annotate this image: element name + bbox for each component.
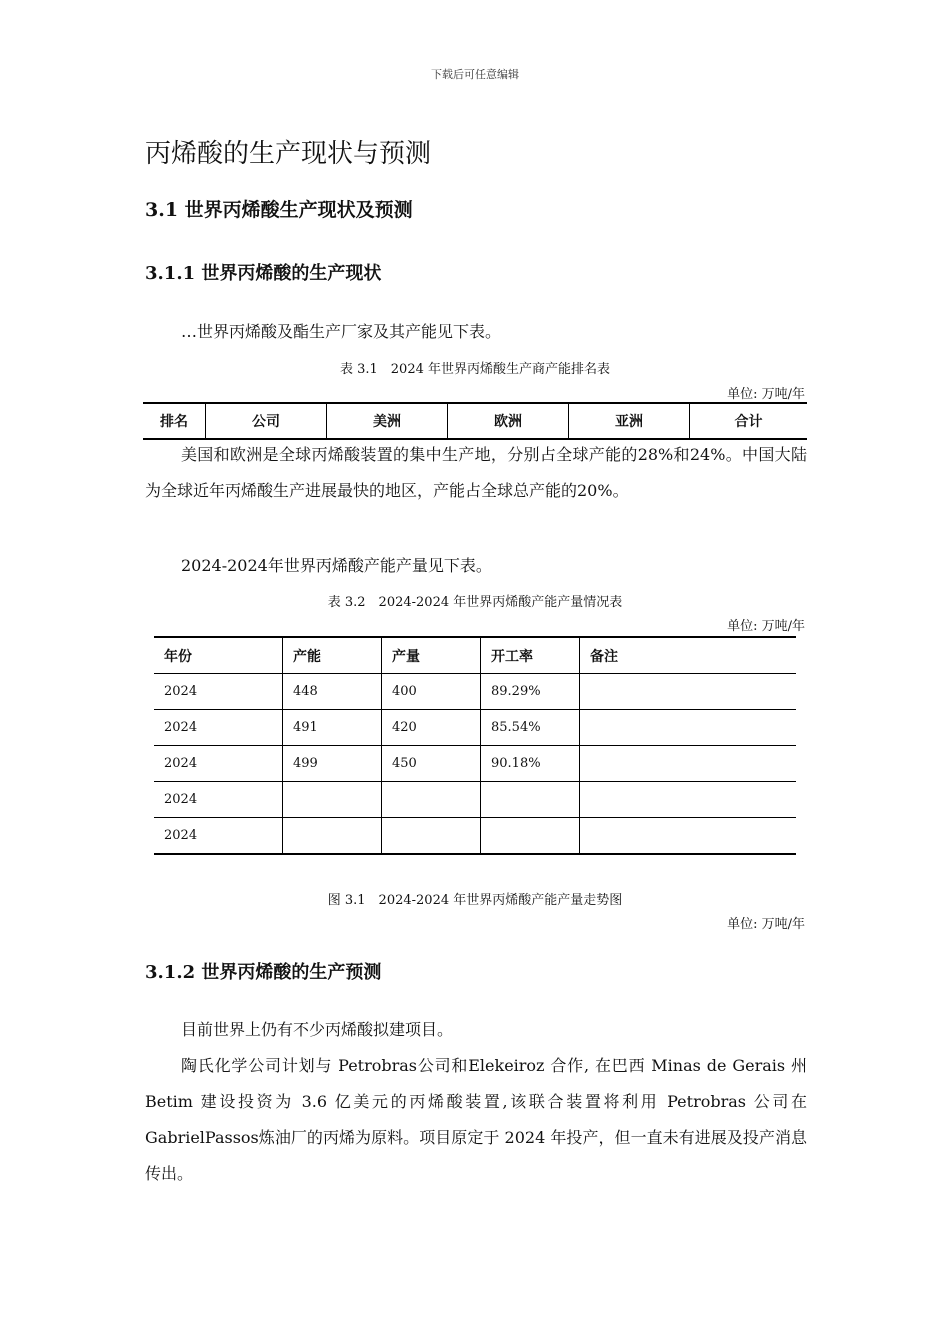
table-cell: 491 xyxy=(283,710,382,746)
capacity-output-table xyxy=(154,636,796,855)
table1-unit: 单位: 万吨/年 xyxy=(727,387,805,402)
table-row xyxy=(154,674,796,710)
column-header: 年份 xyxy=(164,648,192,665)
document-title: 丙烯酸的生产现状与预测 xyxy=(145,139,432,169)
table-cell: 2024 xyxy=(154,674,283,710)
table-header-row xyxy=(154,637,796,674)
dow-project-paragraph: 陶氏化学公司计划与 Petrobras公司和Elekeiroz 合作, 在巴西 Minas de Gerais 州 Betim 建设投资为 3.6 亿美元的丙烯酸装置,该联合装置将利用 Petrobras 公司在 GabrielPassos炼油厂的丙烯为原料。项目原定于 2024 年投产，但一直未有进展及投产消息传出。 xyxy=(145,1056,807,1183)
table2-intro-paragraph: 2024-2024年世界丙烯酸产能产量见下表。 xyxy=(181,556,492,575)
column-header: 开工率 xyxy=(481,637,580,674)
table-cell: 2024 xyxy=(154,746,283,782)
table-row xyxy=(154,746,796,782)
table-cell xyxy=(580,818,797,855)
table-row xyxy=(154,818,796,855)
table-cell: 2024 xyxy=(154,782,283,818)
intro-paragraph: …世界丙烯酸及酯生产厂家及其产能见下表。 xyxy=(181,322,502,341)
table-cell: 499 xyxy=(283,746,382,782)
table-cell: 448 xyxy=(283,674,382,710)
column-header: 公司 xyxy=(206,403,327,439)
table-row xyxy=(154,782,796,818)
figure1-unit: 单位: 万吨/年 xyxy=(727,917,805,932)
section-heading-3-1-2: 3.1.2 世界丙烯酸的生产预测 xyxy=(145,962,382,983)
table-cell xyxy=(382,782,481,818)
table-cell xyxy=(481,818,580,855)
column-header: 美洲 xyxy=(327,403,448,439)
section-heading-3-1: 3.1 世界丙烯酸生产现状及预测 xyxy=(145,199,413,221)
column-header: 合计 xyxy=(690,403,808,439)
section-heading-3-1-1: 3.1.1 世界丙烯酸的生产现状 xyxy=(145,263,382,284)
table-cell xyxy=(580,674,797,710)
table-cell xyxy=(580,782,797,818)
table-cell: 89.29% xyxy=(481,674,580,710)
column-header: 欧洲 xyxy=(448,403,569,439)
column-header: 产量 xyxy=(382,637,481,674)
table-cell: 2024 xyxy=(154,818,283,855)
table-cell xyxy=(382,818,481,855)
table2-caption: 表 3.2 2024-2024 年世界丙烯酸产能产量情况表 xyxy=(327,595,623,610)
table-cell xyxy=(283,782,382,818)
table-cell: 450 xyxy=(382,746,481,782)
table-cell xyxy=(283,818,382,855)
table-row xyxy=(154,710,796,746)
figure1-caption: 图 3.1 2024-2024 年世界丙烯酸产能产量走势图 xyxy=(327,893,623,908)
table-cell xyxy=(580,710,797,746)
table1-caption: 表 3.1 2024 年世界丙烯酸生产商产能排名表 xyxy=(339,362,611,377)
column-header: 亚洲 xyxy=(569,403,690,439)
column-header: 备注 xyxy=(580,637,797,674)
producer-ranking-table xyxy=(143,402,807,440)
column-header: 产能 xyxy=(283,637,382,674)
table-cell: 420 xyxy=(382,710,481,746)
table-cell: 400 xyxy=(382,674,481,710)
table-cell xyxy=(580,746,797,782)
table-cell: 85.54% xyxy=(481,710,580,746)
table2-unit: 单位: 万吨/年 xyxy=(727,619,805,634)
table-cell xyxy=(481,782,580,818)
table-header-row xyxy=(143,403,807,439)
table-cell: 2024 xyxy=(154,710,283,746)
header-note: 下载后可任意编辑 xyxy=(431,68,519,81)
table-cell: 90.18% xyxy=(481,746,580,782)
column-header: 排名 xyxy=(160,414,188,430)
projects-paragraph: 目前世界上仍有不少丙烯酸拟建项目。 xyxy=(181,1020,454,1039)
capacity-share-paragraph: 美国和欧洲是全球丙烯酸装置的集中生产地，分别占全球产能的28%和24%。中国大陆为全球近年丙烯酸生产进展最快的地区，产能占全球总产能的20%。 xyxy=(145,445,807,500)
